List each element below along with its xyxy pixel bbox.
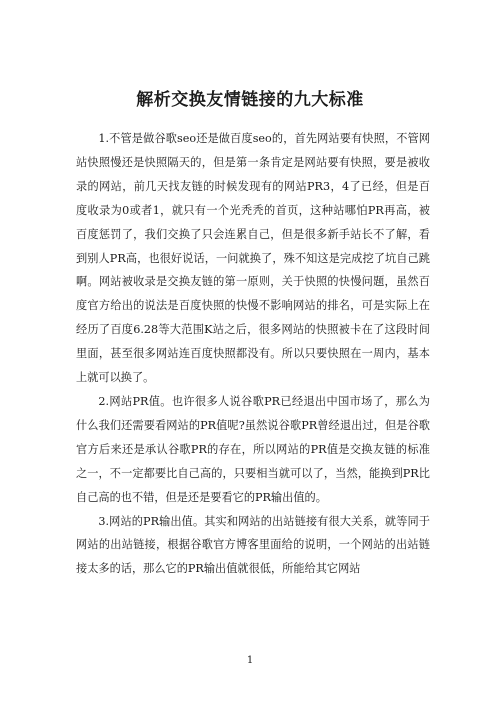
- document-body: [76, 127, 430, 581]
- paragraph-2: 2.网站PR值。也许很多人说谷歌PR已经退出中国市场了，那么为什么我们还需要看网站的PR值呢?虽然说谷歌PR曾经退出过，但是谷歌官方后来还是承认谷歌PR的存在，所以网站的PR值是交换友链的标准之一，不一定都要比自己高的，只要相当就可以了，当然，能换到PR比自己高的也不错，但是还是要看它的PR输出值的。: [76, 394, 430, 504]
- paragraph-3: 3.网站的PR输出值。其实和网站的出站链接有很大关系，就等同于网站的出站链接，根据谷歌官方博客里面给的说明，一个网站的出站链接太多的话，那么它的PR输出值就很低，所能给其它网站: [76, 514, 430, 576]
- paragraph-1: 1.不管是做谷歌seo还是做百度seo的，首先网站要有快照，不管网站快照慢还是快照隔天的，但是第一条肯定是网站要有快照，要是被收录的网站，前几天找友链的时候发现有的网站PR3，4了已经，但是百度收录为0或者1，就只有一个光秃秃的首页，这种站哪怕PR再高，被百度惩罚了，我们交换了只会连累自己，但是很多新手站长不了解，看到别人PR高，也很好说话，一问就换了，殊不知这是完成挖了坑自己跳啊。网站被收录是交换友链的第一原则，关于快照的快慢问题，虽然百度官方给出的说法是百度快照的快慢不影响网站的排名，可是实际上在经历了百度6.28等大范围K站之后，很多网站的快照被卡在了这段时间里面，甚至很多网站连百度快照都没有。所以只要快照在一周内，基本上就可以换了。: [76, 132, 430, 385]
- document-title: 解析交换友情链接的九大标准: [136, 90, 364, 110]
- page-number: 1: [246, 655, 254, 666]
